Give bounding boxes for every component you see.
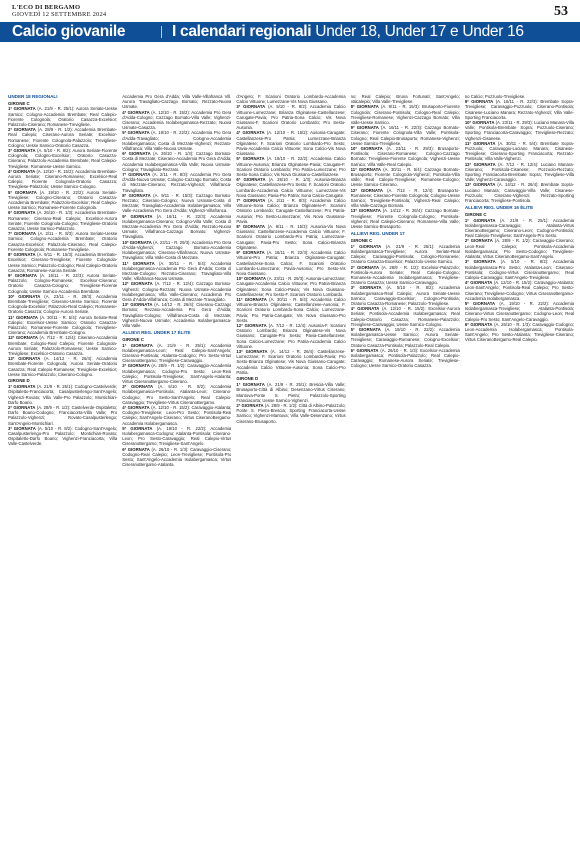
matchday-fixtures (465, 280, 574, 301)
matchday-fixtures (122, 151, 231, 172)
fixture-list: (A. 26/10 - R. 1/3): Cazzago Bornato-Costa di Mezzate; Ciserano-Accademia Pro Gera d'Adda; Accademia Isolabergamasca-Villa Valle; Nuova Usmate-Cologno; Travagliato-Rezzato. (122, 151, 232, 172)
matchday-fixtures (465, 162, 574, 183)
matchday-label: 5ª GIORNATA (464, 300, 496, 306)
matchday-fixtures (236, 224, 345, 250)
matchday-label: 8ª GIORNATA (122, 192, 151, 198)
fixture-list: (A. 16/11 - R. 22/3): Brembate Sopra-Trevigliese; Caravaggio-Pozzuolo; Ciserano-Pontisola; Cisanese-Luciano Manara; Rezzato-Vighenzi; Villa Valle-Sporting Franciacorta. (464, 99, 575, 120)
fixture-list: (A. 28/9 - R. 1/2): Excelsior-Palazzolo; Pontisola-Aurora Seriate; Real Calepio-Cologno; Romanese-Accademia Isolabergamasca; Trevigliese-Oratorio Casazza; Uesse Sarnico-Caravaggio. (350, 264, 460, 286)
fixture-list: (A. 2/11 - R. 8/3): Accademia Calcio Vittuone-Sona Calcio; Brianza Olginatese-F. Scarioni Oratorio Lombardo; Carugate-Castellanzese; Pro Patria-Ausonia; Pro Sesto-Lumezzane; Vis Nova Giussano-Pavia. (236, 198, 346, 224)
matchday-label: 5ª GIORNATA (122, 130, 150, 136)
matchday-label: 11ª GIORNATA (236, 296, 267, 302)
matchday-fixtures (465, 238, 574, 259)
matchday-fixtures (351, 167, 460, 188)
fixture-list: (A. 30/11 - R. 5/4): Aurora Seriate-Real Calepio; Excelsior-Uesse Sarnico; Oratorio Casazza-Palazzolo; Romanese-Fiorente Colognola; Trevigliese-Ciserano; Accademia Brembate-Cologno. (8, 314, 118, 336)
matchday-fixtures (8, 384, 117, 405)
matchday-fixtures (351, 285, 460, 306)
matchday-fixtures (8, 315, 117, 336)
matchday-fixtures (351, 146, 460, 167)
matchday-label: 8ª GIORNATA (8, 252, 36, 258)
fixture-list: (A. 28/9 - R. 1/2): Caravaggio-Ciserano; Leon-Real Calepio; Pontisola-Accademia Isolabergamasca; Pro Sesto-Codogno; Trevigliese-Atalanta; Virtus CiseranoBergamo-Sant'Angelo. (464, 238, 575, 260)
matchday-fixtures (8, 294, 117, 315)
matchday-label: 1ª GIORNATA (464, 217, 496, 223)
matchday-fixtures (351, 125, 460, 146)
fixture-list: (A. 26/10 - R. 1/3): Ausonia-Brianza Olginatese; Castellanzese-Pro Sesto; F. Scarioni Oratorio Lombardo-Accademia Calcio Vittuone; Lumezzane-Vis Nova Giussano; Pavia-Pro Patria; Sona Calcio-Carugate. (236, 177, 346, 198)
matchday-fixtures (122, 302, 231, 328)
page-number: 53 (554, 4, 568, 19)
fixture-list: (A. 5/10 - R. 8/2): Accademia Isolabergamasca-Real Calepio; Aurora Seriate-Uesse Sarnico; Caravaggio-Excelsior; Cologno-Pontisola; Oratorio Casazza-Romanese; Palazzolo-Trevigliese. (350, 285, 460, 306)
matchday-label: 5ª GIORNATA (236, 156, 265, 162)
fixture-list: (A. 26/10 - R. 1/3): Caravaggio-Codogno; Leon-Accademia Isolabergamasca; Pontisola-Sant'Angelo; Pro Sesto-Atalanta; Trevigliese-Ciserano; Virtus CiseranoBergamo-Real Calepio. (464, 321, 575, 343)
matchday-label: 8ª GIORNATA (236, 224, 266, 230)
group-heading: GIRONE C (464, 211, 487, 217)
section-banner (0, 22, 580, 42)
matchday-label: 6ª GIORNATA (464, 321, 493, 327)
fixture-list: (A. 21/9 - R. 25/1): Accademia Isolabergamasca-Caravaggio; Atalanta-Virtus CiseranoBergamo; Ciserano-Leon; Codogno-Pontisola; Real Calepio-Trevigliese; Sant'Angelo-Pro Sesto. (464, 217, 575, 239)
matchday-label: 12ª GIORNATA (350, 187, 384, 193)
fixture-list: (A. 26/10 - R. 1/3): Excelsior-Accademia Isolabergamasca; Pontisola-Palazzolo; Real Calepio-Caravaggio; Romanese-Aurora Seriate; Trevigliese-Cologno; Uesse Sarnico-Oratorio Casazza. (350, 347, 460, 369)
matchday-fixtures (236, 297, 345, 323)
matchday-fixtures (122, 447, 231, 468)
matchday-label: 3ª GIORNATA (236, 104, 266, 110)
matchday-label: 10ª GIORNATA (122, 239, 152, 245)
fixture-list: (A. 23/11 - R. 29/3): Accademia Brembate-Trevigliese; Ciserano-Uesse Sarnico; Fiorente Colognola-Excelsior; Palazzolo-Real Calepio; Romanese-Oratorio Casazza; Cologno-Aurora Seriate. (8, 293, 118, 315)
fixture-list: (A. 2/11 - R. 8/3): Aurora Seriate-Uesse Sarnico; Cologno-Accademia Brembate; Oratorio Casazza-Excelsior; Palazzolo-Ciserano; Real Calepio-Fiorente Colognola; Romanese-Trevigliese. (8, 231, 118, 252)
matchday-label: 12ª GIORNATA (8, 335, 38, 341)
matchday-fixtures (236, 276, 345, 297)
fixture-list: (A. 19/10 - R. 22/2): Accademia Isolabergamasca-Codogno; Atalanta-Pontisola; Ciserano-Leon; Pro Sesto-Caravaggio; Real Calepio-Virtus CiseranoBergamo; Trevigliese-Sant'Angelo. (122, 425, 232, 447)
matchday-label: 6ª GIORNATA (8, 210, 36, 216)
fixture-list: (A. 23/11 - R. 29/3): Accademia Pro Gera d'Adda-Vighenzi; Cazzago Bornato-Accademia Isolabergamasca; Ciserano-Villafranca; Nuova Usmate-Travagliato; Villa Valle-Costa di Mezzate. (122, 239, 232, 261)
matchday-fixtures (122, 110, 231, 131)
matchday-label: 9ª GIORNATA (122, 213, 153, 219)
matchday-fixtures (465, 141, 574, 162)
matchday-label: 10ª GIORNATA (236, 276, 267, 282)
fixture-list: (A. 5/10 - R. 8/2): Accademia Isolabergamasca-Pontisola; Atalanta-Leon; Ciserano-Codogno; Pro Sesto-Sant'Angelo; Real Calepio-Caravaggio; Trevigliese-Virtus CiseranoBergamo. (122, 384, 232, 405)
fixture-list: (A. 30/11 - R. 5/4): Accademia Calcio Vittuone-Brianza Olginatese; Castellanzese-Ausonia; F. Scarioni Oratorio Lombardo-Sona Calcio; Lumezzane-Pavia; Pro Patria-Carugate; Vis Nova Giussano-Pro Sesto. (236, 296, 346, 323)
matchday-fixtures (236, 177, 345, 198)
matchday-label: 13ª GIORNATA (122, 302, 153, 308)
matchday-label: 2ª GIORNATA (8, 404, 36, 410)
matchday-label: 13ª GIORNATA (350, 208, 381, 214)
matchday-fixtures (122, 214, 231, 240)
category-heading: ALLIEVI REG. UNDER 17 (350, 231, 405, 237)
matchday-fixtures (236, 94, 345, 104)
fixture-list: (A. 30/11 - R. 5/4): Cazzago Bornato-Brusaporto; Fiorente Colognola-Vighenzi; Pontisola-Villa Valle; Real Calepio-Trevigliese; Romanese-Cologno; Uesse Sarnico-Ciserano. (350, 166, 460, 188)
matchday-fixtures (236, 403, 345, 424)
fixture-list: (A. 12/10 - R. 15/2): Caravaggio-Atalanta; Codogno-Trevigliese; Leon-Pro Sesto; Pontisola-Real Calepio; Sant'Angelo-Ciserano; Virtus CiseranoBergamo-Accademia Isolabergamasca. (122, 404, 232, 426)
matchday-label: 11ª GIORNATA (122, 260, 155, 266)
fixture-list: (A. 12/10 - R. 15/2): Ausonia-Carugate; Castellanzese-Pro Patria; Lumezzane-Brianza Olginatese; F. Scarioni Oratorio Lombardo-Pro Sesto; Pavia-Accademia Calcio Vittuone; Sona Calcio-Vis Nova Giussano. (236, 130, 346, 157)
article-headline (172, 23, 524, 41)
matchday-fixtures (351, 306, 460, 327)
matchday-label: 10ª GIORNATA (464, 120, 495, 126)
fixture-list: (A. 21/9 - R. 25/1): Aurora Seriate-Uesse Sarnico; Cologno-Accademia Brembate; Real Calepio-Fiorente Colognola; Oratorio Casazza-Excelsior; Palazzolo-Ciserano; Romanese-Trevigliese. (8, 106, 118, 128)
matchday-fixtures (465, 259, 574, 280)
matchday-label: 8ª GIORNATA (350, 104, 379, 110)
matchday-fixtures (236, 198, 345, 224)
matchday-fixtures (122, 363, 231, 384)
fixture-list: (A. 9/11 - R. 15/3): Brusaporto-Fiorente Colognola; Ciserano-Pontisola; Cologno-Real Calepio; Trevigliese-Romanese; Vighenzi-Cazzago Bornato; Villa Valle-Uesse Sarnico. (350, 104, 460, 126)
matchday-fixtures (465, 99, 574, 120)
matchday-fixtures (122, 281, 231, 302)
matchday-label: 12ª GIORNATA (122, 281, 153, 287)
fixture-list: (A. 14/12 - R. 26/4): Cazzago Bornato-Trevigliese; Fiorente Colognola-Cologno; Pontisola-Vighenzi; Real Calepio-Ciserano; Romanese-Villa Valle; Uesse Sarnico-Brusaporto. (350, 208, 460, 230)
matchday-label: 10ª GIORNATA (350, 146, 383, 152)
text-column (8, 94, 117, 839)
fixture-list: (A. 19/10 - R. 22/2): Accademia Isolabergamasca-Uesse Sarnico; Aurora Seriate-Trevigliese; Caravaggio-Romanese; Cologno-Excelsior; Oratorio Casazza-Pontisola; Palazzolo-Real Calepio. (350, 326, 460, 348)
fixture-list: (A. 7/12 - R. 12/4): Ausonia-F. Scarioni Oratorio Lombardo; Brianza Olginatese-Vis Nova Giussano; Carugate-Pro Sesto; Pavia-Castellanzese; Sona Calcio-Lumezzane; Pro Patria-Accademia Calcio Vittuone. (236, 322, 346, 349)
fixture-list: (A. 12/10 - R. 15/2): Accademia Pro Gera d'Adda-Cologno; Cazzago Bornato-Villa Valle; Vighenzi-Ciserano; Accademia Isolabergamasca-Rezzato; Nuova Usmate-Casazza. (122, 109, 232, 131)
matchday-label: 1ª GIORNATA (8, 106, 36, 112)
fixture-list: (A. 21/9 - R. 25/1): Codogno-Castelverde; Ospitaletto-Franciacorta; Casalpusterlengo-Sant'Angelo; Vighenzi-Rovato; Villa Valle-Pro Palazzolo; Montichiari-Darfo Boario. (8, 384, 118, 405)
matchday-label: 13ª GIORNATA (8, 356, 41, 362)
matchday-label: 2ª GIORNATA (236, 402, 264, 408)
fixture-list: (A. 7/12 - R. 12/4): Ciserano-Accademia Brembate; Cologno-Real Calepio; Fiorente Colognola-Aurora Seriate; Palazzolo-Romanese; Uesse Sarnico-Trevigliese; Excelsior-Oratorio Casazza. (8, 335, 118, 356)
category-heading: ALLIEVI REG. UNDER 17 ÉLITE (122, 330, 191, 336)
fixture-list: (A. 5/10 - R. 8/2): Aurora Seriate-Fiorente Colognola; Cologno-Excelsior; Oratorio Casazza-Ciserano; Palazzolo-Accademia Brembate; Real Calepio-Trevigliese; Romanese-Uesse Sarnico. (8, 148, 118, 169)
fixture-list: Accademia Pro Gera d'Adda; Villa Valle-Villafranca Vill. Aurora Travagliato-Cazzago Bornato; Rezzato-Nuova Usmate. (122, 94, 232, 110)
matchday-fixtures (8, 405, 117, 426)
group-heading: GIRONE C (350, 237, 373, 243)
fixture-list: (A. 7/12 - R. 12/4): Brusaporto-Romanese; Ciserano-Fiorente Colognola; Cologno-Uesse Sarnico; Trevigliese-Pontisola; Vighenzi-Real Calepio; Villa Valle-Cazzago Bornato. (350, 187, 460, 209)
matchday-fixtures (465, 182, 574, 203)
section-title: Calcio giovanile (12, 23, 126, 40)
matchday-fixtures (236, 382, 345, 403)
matchday-fixtures (351, 265, 460, 286)
fixture-list: (A. 14/12 - R. 26/4): Accademia Brembate-Fiorente Colognola; Aurora Seriate-Oratorio Casazza; Real Calepio-Romanese; Trevigliese-Excelsior; Uesse Sarnico-Palazzolo; Ciserano-Cologno. (8, 356, 118, 377)
fixture-list: (A. 21/9 - R. 25/1): Brescia-Villa Valle; Brusaporto-Città di Albino; Desenzano-Virtus Ciserano; Mantova-Ponte S. Pietro; Palazzolo-Sporting Franciacorta; Uesse Sarnico-Vighenzi. (236, 382, 346, 403)
matchday-fixtures (8, 106, 117, 127)
fixture-list: (A. 21/9 - R. 25/1): Accademia Isolabergamasca-Trevigliese; Aurora Seriate-Real Calepio; Caravaggio-Pontisola; Cologno-Romanese; Oratorio Casazza-Excelsior; Palazzolo-Uesse Sarnico. (350, 243, 460, 265)
matchday-label: 6ª GIORNATA (236, 177, 266, 183)
fixture-list: (A. 5/10 - R. 8/2): Accademia Calcio Vittuone-Lumezzane; Brianza Olginatese-Castellanzese; Carugate-Pavia; Pro Patria-Sona Calcio; Vis Nova Giussano-F. Scarioni Oratorio Lombardo; Pro Sesto-Ausonia. (236, 104, 346, 131)
matchday-label: 10ª GIORNATA (8, 293, 41, 299)
matchday-fixtures (8, 169, 117, 190)
matchday-fixtures (465, 301, 574, 322)
matchday-label: 7ª GIORNATA (8, 231, 36, 237)
fixture-list: (A. 7/12 - R. 12/4): Luciano Manara-Ciserano; Pontisola-Cisanese; Pozzuolo-Rezzato; Sporting Franciacorta-Brembate Sopra; Trevigliese-Villa Valle; Vighenzi-Caravaggio. (464, 161, 575, 183)
matchday-label: 1ª GIORNATA (122, 342, 153, 348)
matchday-fixtures (351, 327, 460, 348)
text-column (465, 94, 574, 839)
matchday-label: 1ª GIORNATA (236, 382, 265, 388)
matchday-label: 2ª GIORNATA (464, 238, 493, 244)
matchday-fixtures (351, 208, 460, 229)
fixture-list: (A. 12/10 - R. 15/2): Caravaggio-Atalanta; Leon-Sant'Angelo; Pontisola-Real Calepio; Pro Sesto-Ciserano; Trevigliese-Codogno; Virtus CiseranoBergamo-Accademia Isolabergamasca. (464, 280, 575, 301)
fixture-list: (A. 19/10 - R. 22/2): Aurora Seriate-Trevigliese; Cologno-Ciserano; Oratorio Casazza-Accademia Brembate; Palazzolo-Excelsior; Real Calepio-Uesse Sarnico; Romanese-Fiorente Colognola. (8, 189, 118, 211)
text-column (236, 94, 345, 839)
headline-rest: Under 18, Under 17 e Under 16 (315, 23, 524, 40)
fixture-list: (A. 28/9 - R. 1/2): Castelverde-Ospitaletto; Darfo Boario-Codogno; Franciacorta-Villa Valle; Pro Palazzolo-Vighenzi; Rovato-Casalpusterlengo; Sant'Angelo-Montichiari. (8, 404, 118, 426)
group-heading: GIRONE D (236, 376, 259, 382)
matchday-label: 11ª GIORNATA (8, 314, 38, 320)
group-heading: GIRONE C (8, 100, 30, 106)
matchday-fixtures (122, 130, 231, 151)
matchday-label: 6ª GIORNATA (350, 347, 379, 353)
matchday-fixtures (236, 323, 345, 349)
matchday-fixtures (122, 193, 231, 214)
matchday-label: 3ª GIORNATA (464, 259, 496, 265)
text-column (351, 94, 460, 839)
matchday-fixtures (8, 252, 117, 273)
issue-date: GIOVEDÌ 12 SETTEMBRE 2024 (12, 11, 107, 18)
matchday-fixtures (122, 261, 231, 282)
matchday-label: 11ª GIORNATA (350, 166, 381, 172)
category-heading: ALLIEVI REG. UNDER 16 ÉLITE (464, 205, 534, 211)
publication-info (12, 4, 106, 18)
matchday-label: 2ª GIORNATA (8, 127, 36, 133)
matchday-label: 11ª GIORNATA (464, 140, 496, 146)
matchday-label: 6ª GIORNATA (122, 151, 151, 157)
fixture-list: (A. 2/11 - R. 8/3): Accademia Pro Gera d'Adda-Nuova Usmate; Cologno-Cazzago Bornato; Costa di Mezzate-Ciserano; Rezzato-Vighenzi; Villafranca-Travagliato. (122, 172, 232, 193)
fixture-list: (A. 28/9 - R. 1/2): Caravaggio-Accademia Isolabergamasca; Codogno-Pro Sesto; Leon-Real Calepio; Pontisola-Trevigliese; Sant'Angelo-Atalanta; Virtus CiseranoBergamo-Ciserano. (122, 363, 232, 384)
matchday-label: 5ª GIORNATA (8, 189, 37, 195)
matchday-fixtures (122, 405, 231, 426)
matchday-label: 2ª GIORNATA (350, 264, 380, 270)
banner-divider (161, 26, 162, 38)
fixture-list: no; Real Calepio; Bruna Fortunati; Sant'Angelo; Valcalepio; Villa Valle-Trevigliese. (350, 94, 460, 105)
matchday-fixtures (351, 244, 460, 265)
matchday-label: 4ª GIORNATA (236, 130, 265, 136)
matchday-fixtures (236, 156, 345, 177)
matchday-fixtures (465, 322, 574, 343)
matchday-fixtures (122, 172, 231, 193)
fixture-list: (A. 14/12 - R. 26/4): Castellanzese-Lumezzane; F. Scarioni Oratorio Lombardo-Pavia; Pro Sesto-Brianza Olginatese; Vis Nova Giussano-Carugate; Accademia Calcio Vittuone-Ausonia; Sona Calcio-Pro Patria. (236, 348, 346, 375)
fixture-list: (A. 9/11 - R. 15/3): Cazzago Bornato-Rezzato; Ciserano-Cologno; Nuova Usmate-Costa di Mezzate; Travagliato-Accademia Isolabergamasca; Villa Valle-Accademia Pro Gera d'Adda; Vighenzi-Villafranca. (122, 192, 232, 214)
fixture-list: (A. 26/10 - R. 1/3): Caravaggio-Ciserano; Codogno-Real Calepio; Leon-Trevigliese; Pontisola-Pro Sesto; Sant'Angelo-Accademia Isolabergamasca; Virtus CiseranoBergamo-Atalanta. (122, 446, 232, 468)
fixture-list: (A. 28/9 - R. 1/2): Accademia Brembate-Real Calepio; Ciserano-Aurora Seriate; Excelsior-Romanese; Fiorente Colognola-Palazzolo; Trevigliese-Cologno; Uesse Sarnico-Oratorio Casazza. (8, 127, 118, 148)
matchday-fixtures (8, 335, 117, 356)
matchday-fixtures (351, 94, 460, 104)
matchday-label: 6ª GIORNATA (122, 446, 150, 452)
matchday-label: 4ª GIORNATA (8, 168, 36, 174)
fixture-list: (A. 26/10 - R. 1/3): Accademia Brembate-Romanese; Ciserano-Real Calepio; Excelsior-Aurora Seriate; Fiorente Colognola-Cologno; Trevigliese-Oratorio Casazza; Uesse Sarnico-Palazzolo. (8, 210, 118, 232)
matchday-label: 4ª GIORNATA (350, 306, 380, 312)
matchday-label: 9ª GIORNATA (8, 272, 37, 278)
matchday-label: 4ª GIORNATA (122, 404, 150, 410)
fixture-list: d'Angelo; F. Scarioni Oratorio Lombardo-Accademia Calcio Vittuone; Lumezzane-Vis Nova Giussano. (236, 94, 346, 105)
matchday-fixtures (236, 349, 345, 375)
fixture-list: (A. 16/11 - R. 22/3): Aurora Seriate-Palazzolo; Cologno-Romanese; Excelsior-Ciserano; Oratorio Casazza-Cologno; Trevigliese-Fiorente Colognola; Uesse Sarnico-Accademia Brembate. (8, 272, 118, 294)
matchday-label: 12ª GIORNATA (236, 322, 267, 328)
matchday-label: 9ª GIORNATA (464, 99, 494, 105)
fixture-list: (A. 5/10 - R. 8/2): Codogno-Sant'Angelo; Casalpusterlengo-Pro Palazzolo; Montichiari-Rovato; Ospitaletto-Darfo Boario; Vighenzi-Franciacorta; Villa Valle-Castelverde. (8, 425, 118, 447)
group-heading: GIRONE C (122, 336, 144, 342)
text-column (122, 94, 231, 839)
matchday-label: 4ª GIORNATA (122, 109, 150, 115)
matchday-fixtures (465, 218, 574, 239)
fixture-list: (A. 30/11 - R. 5/4): Brembate Sopra-Pozzuolo; Caravaggio-Luciano Manara; Cisanese-Trevigliese; Ciserano-Sporting Franciacorta; Rezzato-Pontisola; Villa Valle-Vighenzi. (464, 140, 575, 162)
matchday-label: 3ª GIORNATA (8, 148, 36, 154)
publication-name: L'ECO DI BERGAMO (12, 4, 81, 11)
matchday-fixtures (351, 104, 460, 125)
matchday-fixtures (8, 426, 117, 447)
matchday-label: 7ª GIORNATA (122, 172, 151, 178)
matchday-fixtures (8, 210, 117, 231)
matchday-fixtures (8, 273, 117, 294)
article-columns (8, 94, 574, 839)
matchday-fixtures (8, 231, 117, 252)
fixture-list: no Calcio; Pozzuolo-Trevigliese. (464, 94, 526, 99)
matchday-label: 3ª GIORNATA (122, 384, 154, 390)
fixture-list: (A. 16/11 - R. 22/3): Cazzago Bornato-Ciserano; Fiorente Colognola-Villa Valle; Pontisola-Cologno; Real Calepio-Brusaporto; Romanese-Vighenzi; Uesse Sarnico-Trevigliese. (350, 125, 460, 146)
matchday-label: 3ª GIORNATA (8, 425, 36, 431)
matchday-label: 1ª GIORNATA (8, 384, 36, 390)
matchday-fixtures (8, 190, 117, 211)
fixture-list: (A. 19/10 - R. 22/2): Accademia Isolabergamasca-Trevigliese; Atalanta-Pontisola; Ciserano-Virtus CiseranoBergamo; Codogno-Leon; Real Calepio-Pro Sesto; Sant'Angelo-Caravaggio. (464, 300, 575, 322)
fixture-list: (A. 23/11 - R. 29/3): Luciano Manara-Villa Valle; Pontisola-Brembate Sopra; Pozzuolo-Ciserano; Sporting Franciacorta-Caravaggio; Trevigliese-Rezzato; Vighenzi-Cisanese. (464, 120, 575, 141)
headline-strong: I calendari regionali (172, 23, 312, 40)
fixture-list: (A. 9/11 - R. 15/3): Accademia Brembate-Excelsior; Ciserano-Trevigliese; Fiorente Colognola-Uesse Sarnico; Palazzolo-Cologno; Real Calepio-Oratorio Casazza; Romanese-Aurora Seriate. (8, 252, 118, 273)
fixture-list: (A. 21/9 - R. 25/1): Accademia Isolabergamasca-Leon; Real Calepio-Sant'Angelo; Ciserano-Pontisola; Atalanta-Codogno; Pro Sesto-Virtus CiseranoBergamo; Trevigliese-Caravaggio. (122, 342, 232, 364)
matchday-fixtures (351, 348, 460, 369)
matchday-fixtures (236, 250, 345, 276)
matchday-fixtures (465, 120, 574, 141)
matchday-label: 2ª GIORNATA (122, 363, 150, 369)
fixture-list: (A. 14/12 - R. 26/4): Brembate Sopra-Luciano Manara; Caravaggio-Villa Valle; Cisanese-Pozzuolo; Ciserano-Vighenzi; Rezzato-Sporting Franciacorta; Trevigliese-Pontisola. (464, 182, 575, 204)
fixture-list: (A. 19/10 - R. 22/2): Accademia Pro Gera d'Adda-Travagliato; Cologno-Accademia Isolabergamasca; Costa di Mezzate-Vighenzi; Rezzato-Villafranca; Villa Valle-Nuova Usmate. (122, 130, 232, 152)
matchday-label: 7ª GIORNATA (236, 198, 266, 204)
category-heading: UNDER 18 REGIONALI (8, 94, 58, 99)
matchday-fixtures (8, 148, 117, 169)
fixture-list: (A. 5/10 - R. 8/2): Accademia Isolabergamasca-Pro Sesto; Atalanta-Leon; Ciserano-Pontisola; Codogno-Virtus CiseranoBergamo; Real Calepio-Caravaggio; Sant'Angelo-Trevigliese. (464, 259, 575, 280)
fixture-list: (A. 14/12 - R. 26/4): Ciserano-Cazzago Bornato; Rezzato-Accademia Pro Gera d'Adda; Travagliato-Cologno; Villafranca-Costa di Mezzate; Vighenzi-Nuova Usmate; Accademia Isolabergamasca-Villa Valle. (122, 302, 232, 328)
matchday-fixtures (236, 130, 345, 156)
fixture-list: (A. 9/11 - R. 15/3): Ausonia-Vis Nova Giussano; Castellanzese-Accademia Calcio Vittuone; F. Scarioni Oratorio Lombardo-Pro Patria; Lumezzane-Carugate; Pavia-Pro Sesto; Sona Calcio-Brianza Olginatese. (236, 224, 346, 250)
fixture-list: (A. 28/9 - R. 1/2): Città di Albino-Palazzolo; Ponte S. Pietro-Brescia; Sporting Franciacorta-Uesse Sarnico; Vighenzi-Mantova; Villa Valle-Desenzano; Virtus Ciserano-Brusaporto. (236, 402, 346, 424)
matchday-fixtures (122, 343, 231, 364)
matchday-fixtures (122, 94, 231, 110)
matchday-label: 13ª GIORNATA (464, 182, 496, 188)
matchday-fixtures (8, 127, 117, 148)
fixture-list: (A. 23/11 - R. 29/3): Ausonia-Lumezzane; Carugate-Accademia Calcio Vittuone; Pro Patria-Brianza Olginatese; Sona Calcio-Pavia; Vis Nova Giussano-Castellanzese; Pro Sesto-F. Scarioni Oratorio Lombardo. (236, 276, 346, 297)
fixture-list: (A. 30/11 - R. 5/4): Accademia Isolabergamasca-Accademia Pro Gera d'Adda; Costa di Mezzate-Cologno; Rezzato-Ciserano; Travagliato-Villa Valle; Villafranca-Nuova Usmate. (122, 260, 232, 282)
fixture-list: (A. 23/11 - R. 29/3): Brusaporto-Pontisola; Ciserano-Romanese; Cologno-Cazzago Bornato; Trevigliese-Fiorente Colognola; Vighenzi-Uesse Sarnico; Villa Valle-Real Calepio. (350, 146, 460, 167)
matchday-fixtures (351, 188, 460, 209)
matchday-label: 5ª GIORNATA (122, 425, 153, 431)
matchday-label: 13ª GIORNATA (236, 348, 268, 354)
group-heading: GIRONE D (8, 378, 30, 384)
matchday-fixtures (122, 426, 231, 447)
matchday-label: 9ª GIORNATA (350, 125, 379, 131)
fixture-list: (A. 16/11 - R. 22/3): Accademia Calcio Vittuone-Pro Patria; Brianza Olginatese-Carugate; Castellanzese-Sona Calcio; F. Scarioni Oratorio Lombardo-Lumezzane; Pavia-Ausonia; Pro Sesto-Vis Nova Giussano. (236, 250, 346, 276)
matchday-label: 9ª GIORNATA (236, 250, 265, 256)
matchday-fixtures (236, 104, 345, 130)
matchday-fixtures (8, 356, 117, 377)
page-header (12, 4, 568, 20)
matchday-fixtures (122, 240, 231, 261)
matchday-label: 3ª GIORNATA (350, 285, 382, 291)
fixture-list: (A. 7/12 - R. 12/4): Cazzago Bornato-Vighenzi; Cologno-Rezzato; Nuova Usmate-Accademia Isolabergamasca; Villa Valle-Ciserano; Accademia Pro Gera d'Adda-Villafranca; Costa di Mezzate-Travagliato. (122, 281, 232, 302)
fixture-list: (A. 12/10 - R. 15/2): Excelsior-Aurora Seriate; Pontisola-Accademia Isolabergamasca; Real Calepio-Oratorio Casazza; Romanese-Palazzolo; Trevigliese-Caravaggio; Uesse Sarnico-Cologno. (350, 306, 460, 327)
fixture-list: (A. 19/10 - R. 22/2): Accademia Calcio Vittuone-Ausonia; Brianza Olginatese-Pavia; Carugate-F. Scarioni Oratorio Lombardo; Pro Patria-Lumezzane; Pro Sesto-Sona Calcio; Vis Nova Giussano-Castellanzese. (236, 156, 346, 178)
matchday-label: 4ª GIORNATA (464, 280, 493, 286)
matchday-label: 1ª GIORNATA (350, 243, 382, 249)
matchday-label: 5ª GIORNATA (350, 326, 381, 332)
matchday-label: 12ª GIORNATA (464, 161, 496, 167)
fixture-list: (A. 12/10 - R. 15/2): Accademia Brembate-Aurora Seriate; Ciserano-Romanese; Excelsior-Real Calepio; Fiorente Colognola-Oratorio Casazza; Trevigliese-Palazzolo; Uesse Sarnico-Cologno. (8, 168, 118, 190)
matchday-fixtures (122, 384, 231, 405)
fixture-list: (A. 16/11 - R. 22/3): Accademia Isolabergamasca-Ciserano; Cologno-Villa Valle; Costa di Mezzate-Accademia Pro Gera d'Adda; Rezzato-Nuova Usmate; Villafranca-Cazzago Bornato; Vighenzi-Travagliato. (122, 213, 232, 240)
